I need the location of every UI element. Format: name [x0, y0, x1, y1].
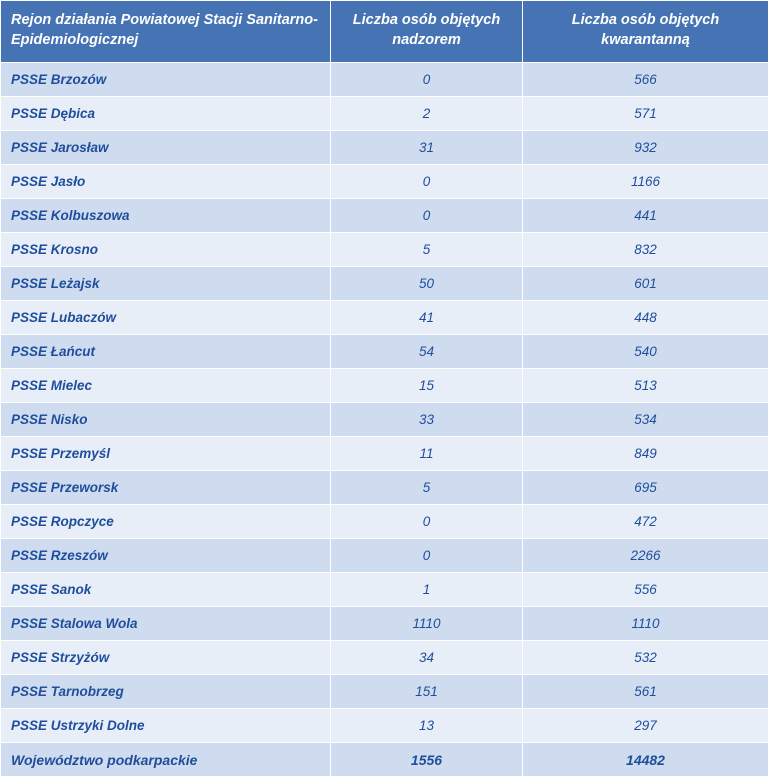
- table-row: [1, 131, 768, 165]
- cell-quarantine: 513: [523, 369, 768, 403]
- table-row: [1, 369, 768, 403]
- table-row: [1, 539, 768, 573]
- cell-region: PSSE Krosno: [1, 233, 331, 267]
- cell-quarantine: 849: [523, 437, 768, 471]
- table-row: [1, 267, 768, 301]
- cell-region: PSSE Ustrzyki Dolne: [1, 709, 331, 743]
- cell-supervision: 2: [331, 97, 523, 131]
- cell-region: PSSE Brzozów: [1, 63, 331, 97]
- table-row: [1, 573, 768, 607]
- table-row: [1, 641, 768, 675]
- table-row: [1, 165, 768, 199]
- cell-quarantine: 297: [523, 709, 768, 743]
- cell-region: PSSE Kolbuszowa: [1, 199, 331, 233]
- cell-quarantine: 534: [523, 403, 768, 437]
- cell-quarantine: 441: [523, 199, 768, 233]
- cell-region: PSSE Przemyśl: [1, 437, 331, 471]
- table-row: [1, 675, 768, 709]
- column-header-supervision: Liczba osób objętych nadzorem: [331, 1, 523, 63]
- table-row: [1, 403, 768, 437]
- cell-supervision: 54: [331, 335, 523, 369]
- table-row: [1, 437, 768, 471]
- cell-region: PSSE Rzeszów: [1, 539, 331, 573]
- table-row: [1, 199, 768, 233]
- table-row: [1, 63, 768, 97]
- cell-quarantine: 532: [523, 641, 768, 675]
- cell-region: PSSE Łańcut: [1, 335, 331, 369]
- cell-supervision: 1110: [331, 607, 523, 641]
- cell-supervision: 0: [331, 539, 523, 573]
- cell-supervision: 15: [331, 369, 523, 403]
- cell-total-supervision: 1556: [331, 743, 523, 777]
- header-row: [1, 1, 768, 63]
- cell-quarantine: 932: [523, 131, 768, 165]
- table-body: [1, 63, 768, 777]
- table-total-row: [1, 743, 768, 777]
- table-row: [1, 471, 768, 505]
- cell-region: PSSE Stalowa Wola: [1, 607, 331, 641]
- table-row: [1, 607, 768, 641]
- cell-quarantine: 540: [523, 335, 768, 369]
- cell-quarantine: 556: [523, 573, 768, 607]
- table-row: [1, 97, 768, 131]
- cell-supervision: 50: [331, 267, 523, 301]
- cell-quarantine: 561: [523, 675, 768, 709]
- cell-region: PSSE Strzyżów: [1, 641, 331, 675]
- cell-quarantine: 472: [523, 505, 768, 539]
- table-row: [1, 505, 768, 539]
- cell-region: PSSE Lubaczów: [1, 301, 331, 335]
- cell-region: PSSE Ropczyce: [1, 505, 331, 539]
- cell-region: PSSE Przeworsk: [1, 471, 331, 505]
- cell-supervision: 31: [331, 131, 523, 165]
- cell-quarantine: 566: [523, 63, 768, 97]
- cell-quarantine: 1166: [523, 165, 768, 199]
- cell-region: PSSE Nisko: [1, 403, 331, 437]
- cell-region: PSSE Jasło: [1, 165, 331, 199]
- cell-region: PSSE Tarnobrzeg: [1, 675, 331, 709]
- cell-total-region: Województwo podkarpackie: [1, 743, 331, 777]
- cell-supervision: 0: [331, 63, 523, 97]
- table-row: [1, 233, 768, 267]
- cell-region: PSSE Jarosław: [1, 131, 331, 165]
- cell-supervision: 1: [331, 573, 523, 607]
- cell-quarantine: 695: [523, 471, 768, 505]
- cell-supervision: 5: [331, 471, 523, 505]
- table-row: [1, 335, 768, 369]
- cell-supervision: 5: [331, 233, 523, 267]
- cell-supervision: 0: [331, 165, 523, 199]
- cell-quarantine: 571: [523, 97, 768, 131]
- cell-quarantine: 1110: [523, 607, 768, 641]
- cell-supervision: 151: [331, 675, 523, 709]
- cell-quarantine: 832: [523, 233, 768, 267]
- cell-quarantine: 2266: [523, 539, 768, 573]
- cell-supervision: 0: [331, 505, 523, 539]
- cell-supervision: 41: [331, 301, 523, 335]
- cell-region: PSSE Mielec: [1, 369, 331, 403]
- cell-total-quarantine: 14482: [523, 743, 768, 777]
- cell-region: PSSE Sanok: [1, 573, 331, 607]
- cell-supervision: 11: [331, 437, 523, 471]
- table-row: [1, 709, 768, 743]
- cell-supervision: 33: [331, 403, 523, 437]
- cell-supervision: 13: [331, 709, 523, 743]
- column-header-region: Rejon działania Powiatowej Stacji Sanitarno-Epidemiologicznej: [1, 1, 331, 63]
- table-header: [1, 1, 768, 63]
- cell-supervision: 0: [331, 199, 523, 233]
- cell-region: PSSE Dębica: [1, 97, 331, 131]
- cell-quarantine: 448: [523, 301, 768, 335]
- column-header-quarantine: Liczba osób objętych kwarantanną: [523, 1, 768, 63]
- table-row: [1, 301, 768, 335]
- cell-supervision: 34: [331, 641, 523, 675]
- cell-region: PSSE Leżajsk: [1, 267, 331, 301]
- cell-quarantine: 601: [523, 267, 768, 301]
